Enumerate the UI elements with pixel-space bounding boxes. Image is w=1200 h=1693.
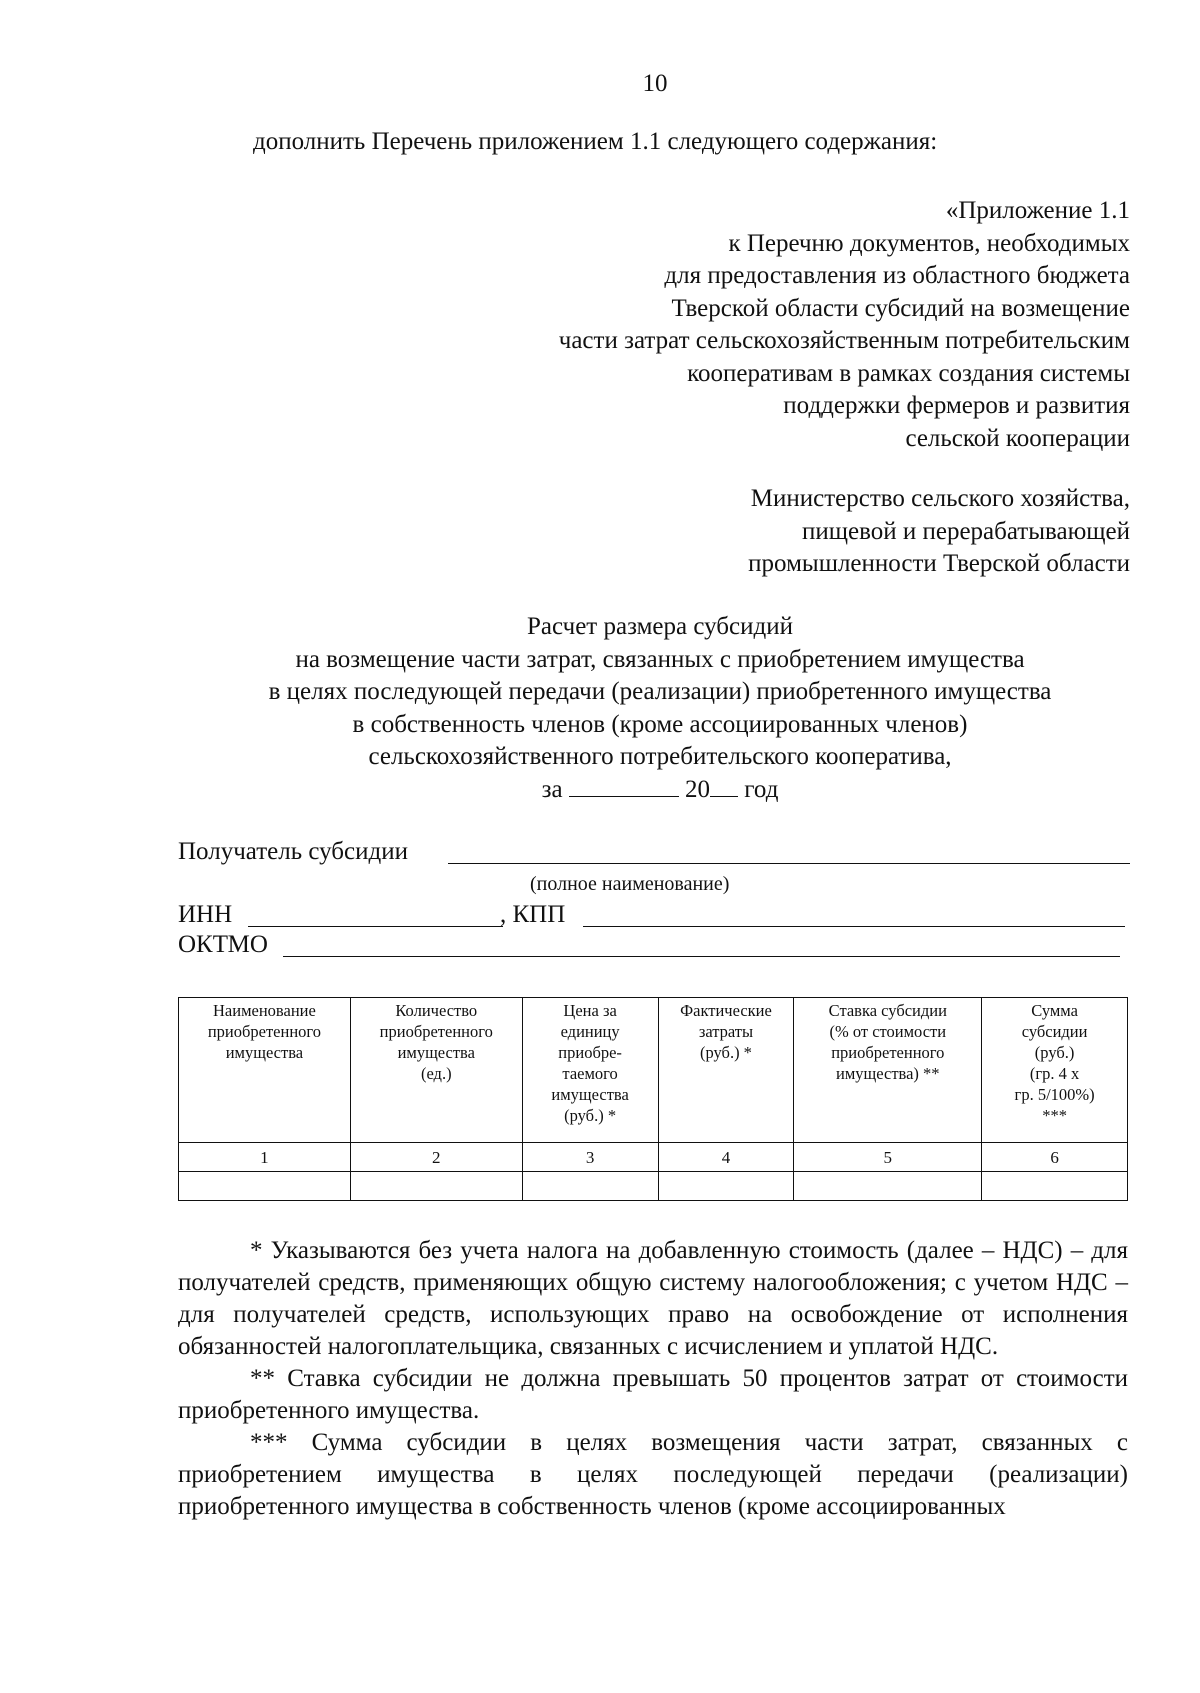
- header-subsidy-amount: Сумма субсидии (руб.) (гр. 4 x гр. 5/100%) ***: [982, 998, 1128, 1143]
- title-line: в собственность членов (кроме ассоциированных членов): [352, 710, 968, 738]
- header-unit-price: Цена за единицу приобре- таемого имущества (руб.) *: [522, 998, 658, 1143]
- subsidy-table: [178, 997, 1128, 1201]
- title-line: в целях последующей передачи (реализации) приобретенного имущества: [268, 678, 1052, 705]
- recipient-blank: [448, 863, 1130, 864]
- kpp-blank: [583, 926, 1125, 927]
- intro-text: дополнить Перечень приложением 1.1 следующего содержания:: [253, 128, 938, 155]
- empty-cell: [522, 1172, 658, 1201]
- appendix-line: для предоставления из областного бюджета: [664, 262, 1130, 289]
- ministry-addressee: [410, 483, 1130, 581]
- footnote-rate: ** Ставка субсидии не должна превышать 50 процентов затрат от стоимости приобретенного имущества.: [178, 1365, 1128, 1424]
- column-number: 6: [982, 1143, 1128, 1172]
- empty-cell: [982, 1172, 1128, 1201]
- appendix-line: поддержки фермеров и развития: [783, 392, 1130, 419]
- empty-data-row: [179, 1172, 1128, 1201]
- footnote-vat: * Указываются без учета налога на добавленную стоимость (далее – НДС) – для получателей средств, применяющих общую систему налогообложения; с учетом НДС – для получателей средств, использующих право на освобождение от исполнения обязанностей налогоплательщика, связанных с исчислением и уплатой НДС.: [178, 1237, 1128, 1360]
- appendix-line: «Приложение 1.1: [945, 197, 1130, 224]
- empty-cell: [350, 1172, 522, 1201]
- page-number: 10: [642, 70, 668, 97]
- empty-cell: [794, 1172, 982, 1201]
- appendix-line: кооперативам в рамках создания системы: [687, 359, 1130, 387]
- footnotes: [178, 1235, 1128, 1523]
- title-line: сельскохозяйственного потребительского кооператива,: [368, 743, 952, 770]
- ministry-line: пищевой и перерабатывающей: [801, 517, 1130, 545]
- appendix-line: к Перечню документов, необходимых: [728, 229, 1130, 257]
- period-prefix: за: [541, 775, 563, 803]
- inn-label: ИНН: [178, 901, 233, 928]
- year-blank: [710, 774, 738, 797]
- column-number: 1: [179, 1143, 351, 1172]
- recipient-label: Получатель субсидии: [178, 838, 408, 865]
- kpp-label: , КПП: [500, 901, 566, 928]
- appendix-header: [410, 195, 1130, 455]
- header-actual-costs: Фактические затраты (руб.) *: [658, 998, 794, 1143]
- calculation-title: [180, 611, 1140, 806]
- inn-blank: [248, 926, 503, 927]
- ministry-line: промышленности Тверской области: [748, 550, 1130, 577]
- table-header-row: [179, 998, 1128, 1143]
- title-line: на возмещение части затрат, связанных с приобретением имущества: [295, 645, 1025, 673]
- period-year: 20: [685, 775, 711, 803]
- appendix-line: Тверской области субсидий на возмещение: [671, 294, 1130, 322]
- period-blank: [569, 774, 679, 797]
- column-number: 4: [658, 1143, 794, 1172]
- period-suffix: год: [744, 775, 779, 803]
- oktmo-label: ОКТМО: [178, 931, 268, 958]
- footnote-amount: *** Сумма субсидии в целях возмещения части затрат, связанных с приобретением имущества в целях последующей передачи (реализации) приобретенного имущества в собственность членов (кроме ассоциированных: [178, 1429, 1128, 1520]
- column-number-row: [179, 1143, 1128, 1172]
- column-number: 3: [522, 1143, 658, 1172]
- period-line: [180, 774, 1140, 807]
- recipient-hint: (полное наименование): [530, 873, 730, 895]
- empty-cell: [179, 1172, 351, 1201]
- empty-cell: [658, 1172, 794, 1201]
- column-number: 2: [350, 1143, 522, 1172]
- oktmo-blank: [283, 956, 1120, 957]
- header-subsidy-rate: Ставка субсидии (% от стоимости приобретенного имущества) **: [794, 998, 982, 1143]
- appendix-line: сельской кооперации: [905, 424, 1130, 452]
- title-line: Расчет размера субсидий: [527, 613, 793, 640]
- header-quantity: Количество приобретенного имущества (ед.): [350, 998, 522, 1143]
- header-property-name: Наименование приобретенного имущества: [179, 998, 351, 1143]
- appendix-line: части затрат сельскохозяйственным потребительским: [558, 327, 1130, 354]
- column-number: 5: [794, 1143, 982, 1172]
- ministry-line: Министерство сельского хозяйства,: [750, 485, 1130, 512]
